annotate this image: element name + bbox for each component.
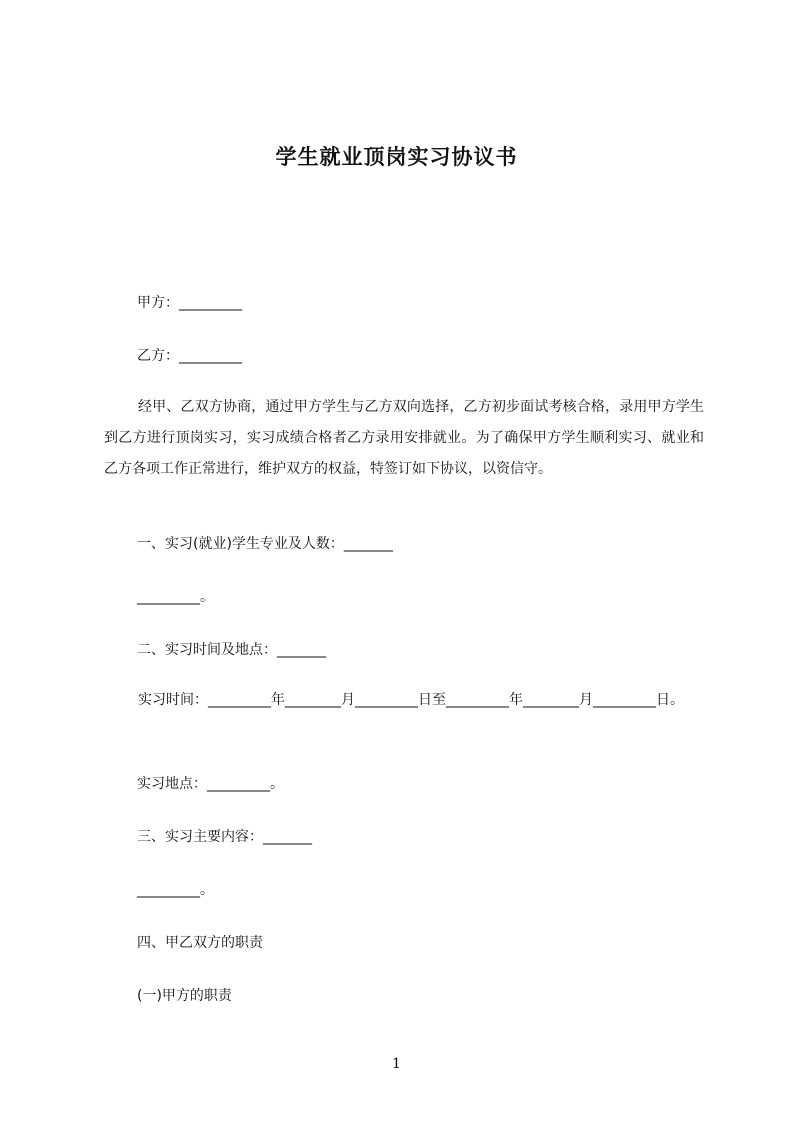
section-2-time: 实习时间：_________年________月_________日至_________年________月_________日。	[138, 692, 684, 708]
party-a-line: 甲方：_________	[137, 295, 242, 311]
section-4-subheading-1: (一)甲方的职责	[137, 988, 232, 1004]
document-title: 学生就业顶岗实习协议书	[275, 145, 518, 169]
party-b-line: 乙方：_________	[137, 348, 242, 364]
section-3-heading: 三、实习主要内容：_______	[137, 829, 312, 845]
section-2-heading: 二、实习时间及地点：_______	[137, 642, 326, 658]
section-3-blank: _________。	[137, 882, 214, 898]
section-2-place: 实习地点：_________。	[137, 776, 284, 792]
section-4-heading: 四、甲乙双方的职责	[137, 935, 263, 951]
intro-paragraph: 经甲、乙双方协商，通过甲方学生与乙方双向选择，乙方初步面试考核合格，录用甲方学生到乙方进行顶岗实习，实习成绩合格者乙方录用安排就业。为了确保甲方学生顺利实习、就业和乙方各项工作正常进行，维护双方的权益，特签订如下协议，以资信守。	[104, 399, 704, 477]
section-1-blank: _________。	[137, 589, 214, 605]
section-1-heading: 一、实习(就业)学生专业及人数：_______	[137, 536, 393, 552]
page-number: 1	[392, 1056, 401, 1072]
